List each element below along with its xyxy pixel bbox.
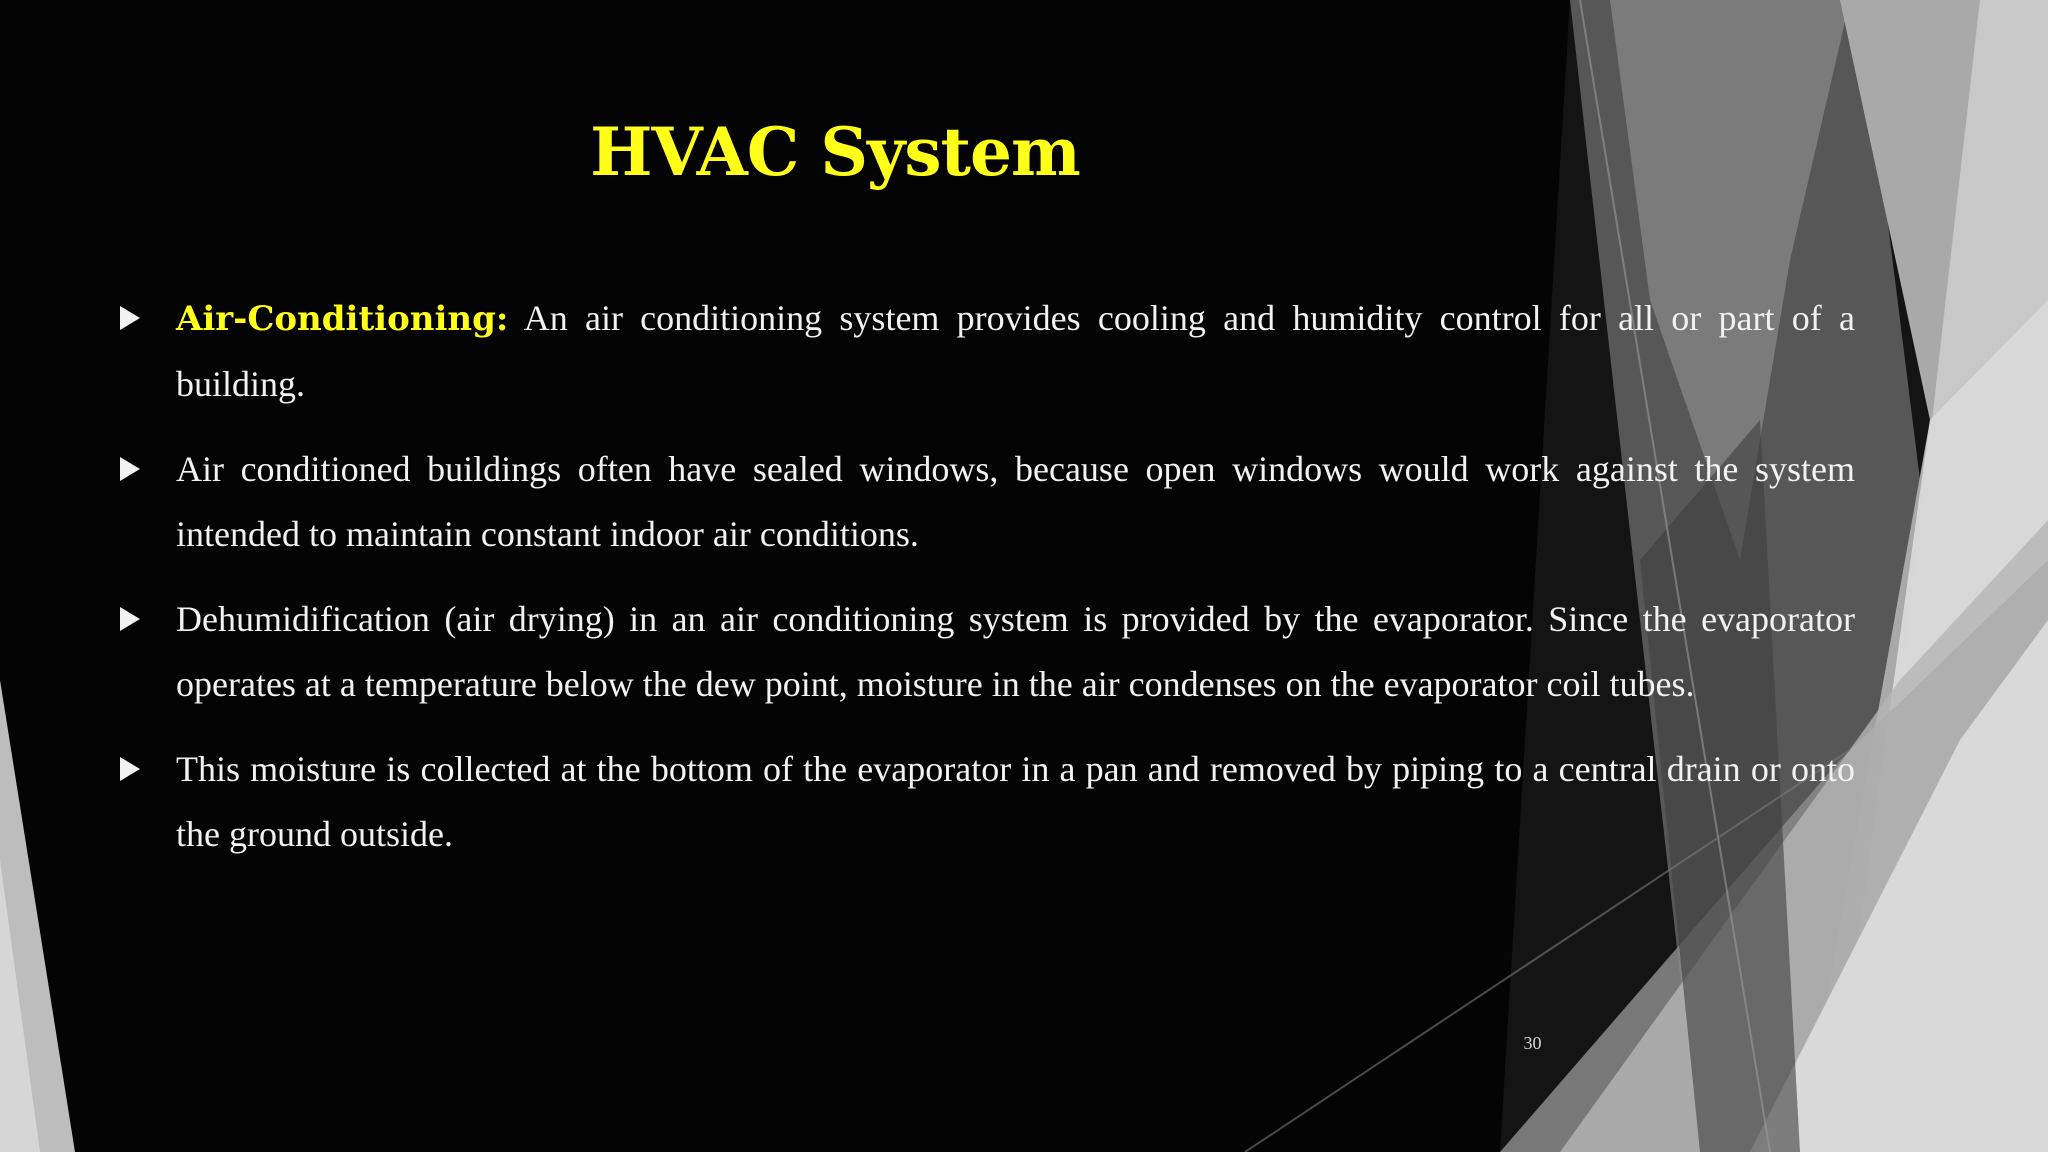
bullet-item xyxy=(115,587,1855,717)
bullet-text: This moisture is collected at the bottom of the evaporator in a pan and removed by piping to a central drain or onto the ground outside. xyxy=(176,749,1855,854)
page-number: 30 xyxy=(1523,1033,1542,1053)
bullet-text: Dehumidification (air drying) in an air conditioning system is provided by the evaporator. Since the evaporator operates at a temperature below the dew point, moisture in the air condenses on the evaporator coil tubes. xyxy=(176,599,1855,704)
bullet-item xyxy=(115,286,1855,417)
bullet-text: Air conditioned buildings often have sealed windows, because open windows would work against the system intended to maintain constant indoor air conditions. xyxy=(176,449,1855,554)
right-triangle-bullet-icon xyxy=(120,306,140,330)
bullet-list xyxy=(115,286,1855,887)
slide-title: HVAC System xyxy=(590,113,1080,191)
right-triangle-bullet-icon xyxy=(120,457,140,481)
right-triangle-bullet-icon xyxy=(120,757,140,781)
bullet-item xyxy=(115,737,1855,867)
right-triangle-bullet-icon xyxy=(120,607,140,631)
bullet-term: Air-Conditioning: xyxy=(176,299,509,339)
bullet-text: An air conditioning system provides cooling and humidity control for all or part of a building. xyxy=(176,298,1855,404)
bullet-item xyxy=(115,437,1855,567)
